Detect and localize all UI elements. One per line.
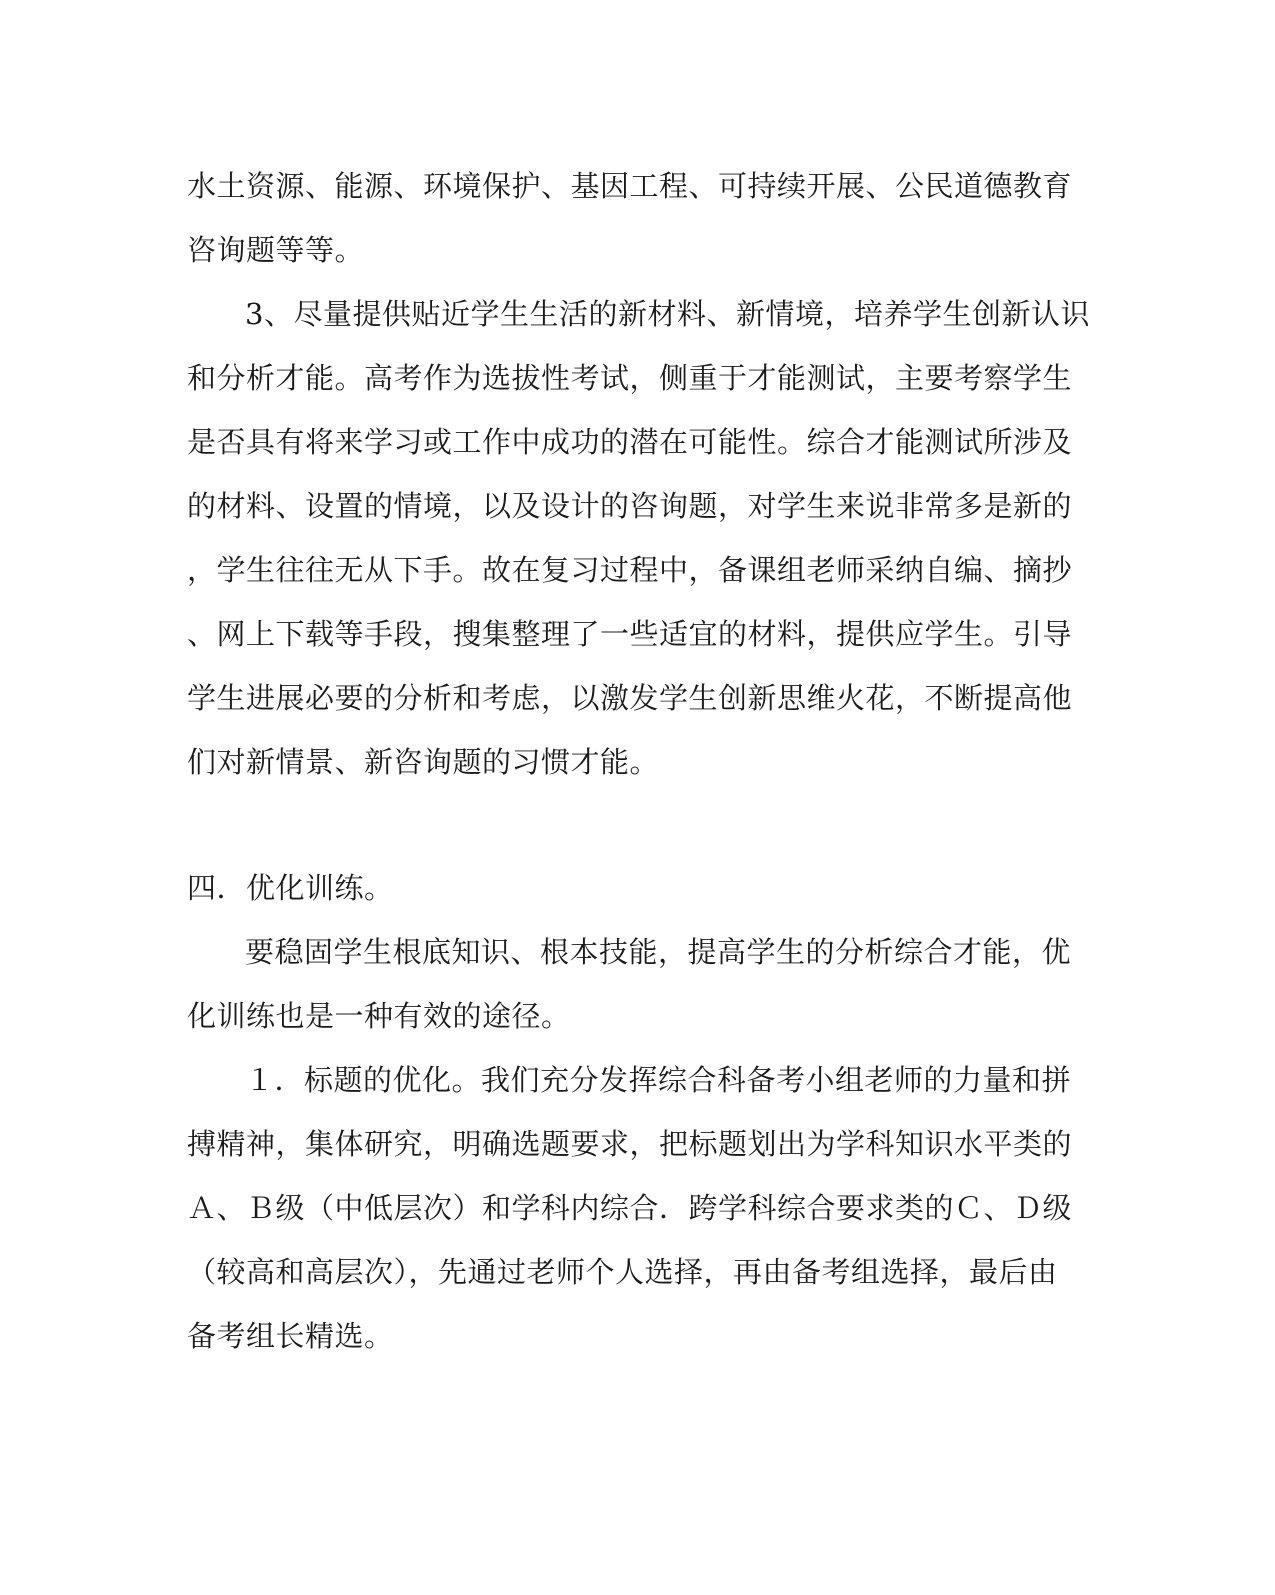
paragraph-line: 备考组长精选。 — [187, 1319, 394, 1353]
paragraph-line: 水土资源、能源、环境保护、基因工程、可持续开展、公民道德教育 — [187, 169, 1073, 203]
paragraph-line: 、网上下载等手段，搜集整理了一些适宜的材料，提供应学生。引导 — [187, 617, 1073, 651]
section-heading: 四．优化训练。 — [187, 871, 394, 905]
paragraph-line: 们对新情景、新咨询题的习惯才能。 — [187, 745, 660, 779]
paragraph-line: ，学生往往无从下手。故在复习过程中，备课组老师采纳自编、摘抄 — [187, 553, 1073, 587]
paragraph-line: 搏精神，集体研究，明确选题要求，把标题划出为学科知识水平类的 — [187, 1127, 1073, 1161]
paragraph-line: 化训练也是一种有效的途径。 — [187, 999, 571, 1033]
paragraph-line: 和分析才能。高考作为选拔性考试，侧重于才能测试，主要考察学生 — [187, 361, 1073, 395]
paragraph-line: 是否具有将来学习或工作中成功的潜在可能性。综合才能测试所涉及 — [187, 425, 1073, 459]
paragraph-line: Ａ、Ｂ级（中低层次）和学科内综合．跨学科综合要求类的Ｃ、Ｄ级 — [187, 1191, 1073, 1225]
paragraph-line: 咨询题等等。 — [187, 233, 365, 267]
paragraph-line: 要稳固学生根底知识、根本技能，提高学生的分析综合才能，优 — [245, 935, 1072, 969]
paragraph-line: （较高和高层次），先通过老师个人选择，再由备考组选择，最后由 — [187, 1255, 1058, 1289]
paragraph-line: 学生进展必要的分析和考虑，以激发学生创新思维火花，不断提高他 — [187, 681, 1073, 715]
paragraph-line: １．标题的优化。我们充分发挥综合科备考小组老师的力量和拼 — [245, 1063, 1072, 1097]
paragraph-line: 的材料、设置的情境，以及设计的咨询题，对学生来说非常多是新的 — [187, 489, 1073, 523]
paragraph-line: 3、尽量提供贴近学生生活的新材料、新情境，培养学生创新认识 — [245, 297, 1090, 331]
